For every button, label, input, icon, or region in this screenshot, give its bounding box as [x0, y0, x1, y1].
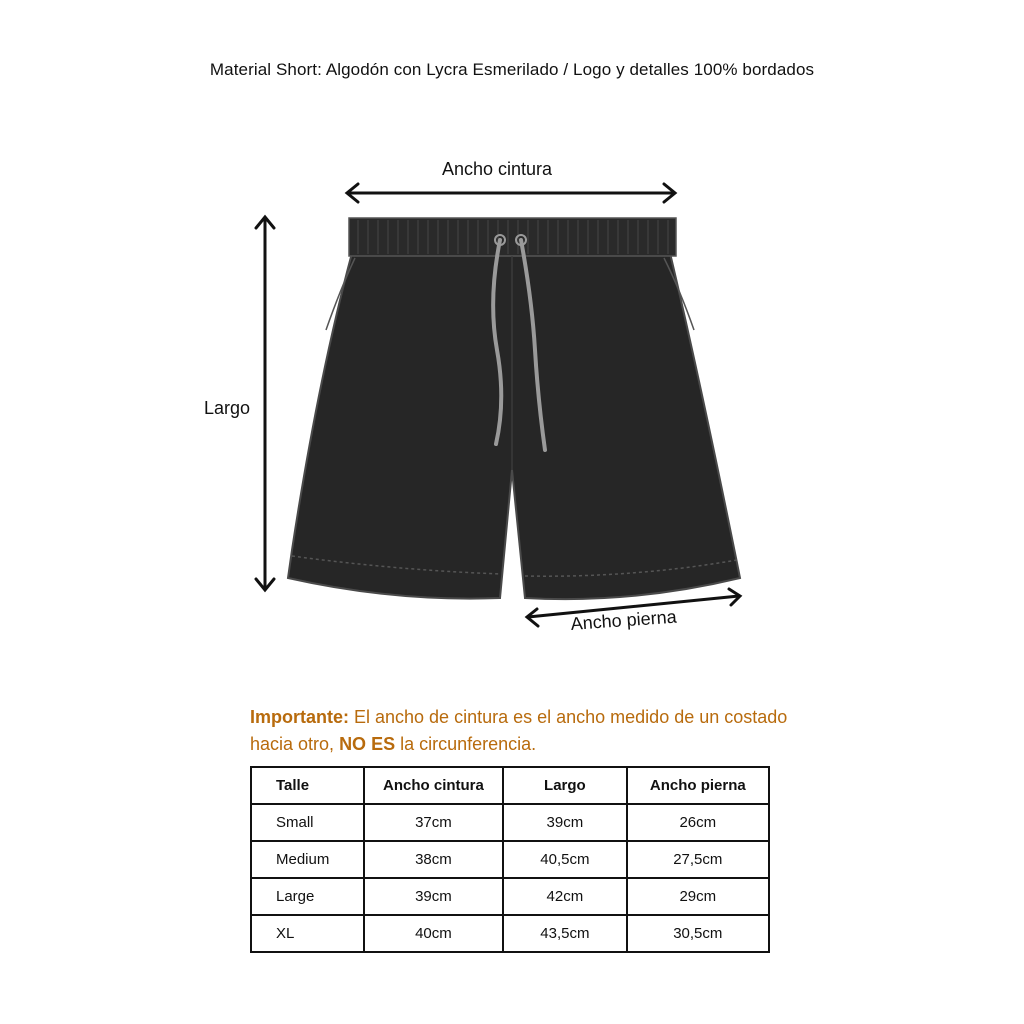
- waist-double-arrow-icon: [347, 184, 675, 202]
- waist-cell: 39cm: [364, 878, 503, 915]
- table-row: [251, 804, 769, 841]
- waist-cell: 40cm: [364, 915, 503, 952]
- waist-cell: 38cm: [364, 841, 503, 878]
- leg-cell: 27,5cm: [627, 841, 769, 878]
- table-header-row: [251, 767, 769, 804]
- note-text-1: El ancho de cintura es el ancho medido de un costado hacia otro,: [250, 707, 788, 754]
- leg-cell: 26cm: [627, 804, 769, 841]
- important-note: [250, 704, 810, 758]
- header-waist-width: Ancho cintura: [364, 767, 503, 804]
- leg-width-label: Ancho pierna: [570, 606, 678, 634]
- waist-cell: 37cm: [364, 804, 503, 841]
- note-important-strong: Importante:: [250, 707, 349, 727]
- material-description: Material Short: Algodón con Lycra Esmerilado / Logo y detalles 100% bordados: [209, 60, 815, 79]
- waist-width-label: Ancho cintura: [442, 159, 553, 179]
- length-label: Largo: [204, 398, 251, 418]
- header-size: Talle: [251, 767, 364, 804]
- length-double-arrow-icon: [256, 217, 274, 590]
- length-cell: 43,5cm: [503, 915, 626, 952]
- size-table: [250, 766, 770, 953]
- leg-cell: 29cm: [627, 878, 769, 915]
- size-cell: Medium: [251, 841, 364, 878]
- header-leg-width: Ancho pierna: [627, 767, 769, 804]
- leg-cell: 30,5cm: [627, 915, 769, 952]
- size-cell: XL: [251, 915, 364, 952]
- length-cell: 39cm: [503, 804, 626, 841]
- length-cell: 42cm: [503, 878, 626, 915]
- note-text-2: la circunferencia.: [395, 734, 537, 754]
- shorts-illustration: [288, 218, 740, 599]
- header-length: Largo: [503, 767, 626, 804]
- table-row: [251, 878, 769, 915]
- note-no-es-strong: NO ES: [339, 734, 396, 754]
- table-row: [251, 841, 769, 878]
- size-cell: Small: [251, 804, 364, 841]
- size-cell: Large: [251, 878, 364, 915]
- length-cell: 40,5cm: [503, 841, 626, 878]
- table-row: [251, 915, 769, 952]
